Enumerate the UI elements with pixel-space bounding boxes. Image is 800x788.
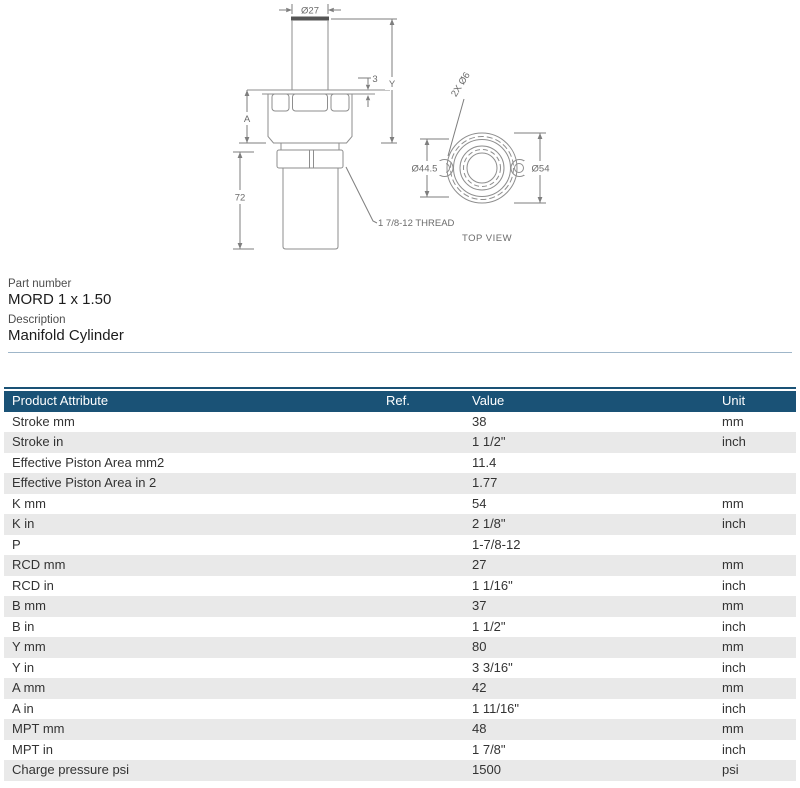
drawing-svg bbox=[0, 0, 800, 268]
dim-outer-diameter: Ø54 bbox=[531, 163, 550, 175]
table-row bbox=[4, 596, 796, 617]
section-divider bbox=[8, 352, 792, 353]
dim-rod-diameter: Ø27 bbox=[301, 5, 319, 17]
rod-cap bbox=[291, 17, 329, 21]
cell-attribute: MPT in bbox=[12, 741, 53, 757]
cell-unit: mm bbox=[714, 596, 796, 617]
part-info bbox=[0, 272, 800, 353]
table-row bbox=[4, 617, 796, 638]
cell-value: 1 1/2" bbox=[464, 432, 714, 453]
cell-unit: inch bbox=[714, 432, 796, 453]
cell-unit: mm bbox=[714, 719, 796, 740]
right-hole bbox=[515, 164, 524, 173]
attribute-table-body bbox=[4, 412, 796, 781]
cell-unit: inch bbox=[722, 741, 746, 757]
cell-unit: inch bbox=[714, 514, 796, 535]
cell-value: 1 7/8" bbox=[472, 741, 506, 757]
cell-ref bbox=[376, 658, 464, 679]
dim-length-72: 72 bbox=[234, 192, 246, 204]
cell-attribute: RCD mm bbox=[4, 555, 376, 576]
table-header-row bbox=[4, 391, 796, 412]
header-unit: Unit bbox=[714, 391, 796, 412]
part-number-value: MORD 1 x 1.50 bbox=[8, 291, 112, 308]
cell-value: 38 bbox=[472, 413, 487, 429]
table-row bbox=[4, 760, 796, 781]
cell-ref bbox=[376, 494, 464, 515]
cell-value: 48 bbox=[464, 719, 714, 740]
cell-attribute: RCD in bbox=[12, 577, 54, 593]
cell-attribute: Charge pressure psi bbox=[4, 760, 376, 781]
cell-value: 1 1/2" bbox=[472, 618, 506, 634]
cell-value: 2 1/8" bbox=[464, 514, 714, 535]
cell-attribute: Effective Piston Area in 2 bbox=[4, 473, 376, 494]
cell-value: 42 bbox=[464, 678, 714, 699]
cell-ref bbox=[376, 678, 464, 699]
cell-attribute: Stroke in bbox=[4, 432, 376, 453]
dim-plate-thickness: 3 bbox=[372, 74, 378, 85]
cell-unit: inch bbox=[722, 577, 746, 593]
cell-ref bbox=[376, 535, 464, 556]
cell-attribute: B in bbox=[12, 618, 35, 634]
cell-unit bbox=[714, 473, 796, 494]
cell-unit: mm bbox=[722, 495, 744, 511]
cell-unit: mm bbox=[714, 637, 796, 658]
cell-attribute: Effective Piston Area mm2 bbox=[12, 454, 165, 470]
cell-value: 1 11/16" bbox=[472, 700, 520, 716]
dim-y: Y bbox=[388, 79, 396, 90]
cell-ref bbox=[376, 617, 464, 638]
cell-ref bbox=[376, 760, 464, 781]
cell-unit bbox=[714, 535, 796, 556]
dim-a: A bbox=[243, 114, 251, 125]
table-row bbox=[4, 494, 796, 515]
table-row bbox=[4, 453, 796, 474]
table-row bbox=[4, 514, 796, 535]
cell-unit: mm bbox=[722, 413, 744, 429]
cell-unit: inch bbox=[722, 618, 746, 634]
description-value: Manifold Cylinder bbox=[8, 327, 124, 344]
top-view bbox=[436, 133, 528, 203]
cell-unit: inch bbox=[722, 700, 746, 716]
cell-unit: psi bbox=[714, 760, 796, 781]
cell-unit: mm bbox=[714, 678, 796, 699]
table-row bbox=[4, 658, 796, 679]
attribute-table-area bbox=[4, 387, 796, 781]
table-row bbox=[4, 719, 796, 740]
table-row bbox=[4, 699, 796, 720]
table-row bbox=[4, 535, 796, 556]
cell-value: 27 bbox=[464, 555, 714, 576]
cell-ref bbox=[376, 637, 464, 658]
cell-value: 37 bbox=[464, 596, 714, 617]
cell-value: 1500 bbox=[464, 760, 714, 781]
cell-value: 3 3/16" bbox=[472, 659, 513, 675]
table-row bbox=[4, 432, 796, 453]
table-row bbox=[4, 473, 796, 494]
cell-unit bbox=[714, 453, 796, 474]
header-value: Value bbox=[464, 391, 714, 412]
dim-inner-diameter: Ø44.5 bbox=[411, 163, 438, 175]
part-number-label: Part number bbox=[8, 278, 72, 290]
table-row bbox=[4, 576, 796, 597]
cell-value: 1 1/16" bbox=[472, 577, 513, 593]
top-view-caption: TOP VIEW bbox=[461, 233, 513, 244]
table-row bbox=[4, 555, 796, 576]
attribute-table bbox=[4, 391, 796, 781]
table-row bbox=[4, 678, 796, 699]
cell-ref bbox=[376, 596, 464, 617]
cell-ref bbox=[376, 740, 464, 761]
table-row bbox=[4, 637, 796, 658]
cell-attribute: K mm bbox=[12, 495, 46, 511]
table-row bbox=[4, 740, 796, 761]
table-row bbox=[4, 412, 796, 433]
technical-drawing bbox=[0, 0, 800, 268]
cell-attribute: MPT mm bbox=[4, 719, 376, 740]
cell-attribute: B mm bbox=[4, 596, 376, 617]
thread-label: 1 7/8-12 THREAD bbox=[378, 218, 455, 229]
cell-attribute: A in bbox=[12, 700, 34, 716]
cell-unit: inch bbox=[722, 659, 746, 675]
side-view bbox=[247, 17, 390, 250]
cell-attribute: Stroke mm bbox=[12, 413, 75, 429]
table-top-border bbox=[4, 387, 796, 389]
header-ref: Ref. bbox=[376, 391, 464, 412]
holes-label: 2X Ø6 bbox=[449, 70, 473, 100]
cell-attribute: K in bbox=[4, 514, 376, 535]
cell-ref bbox=[376, 412, 464, 433]
cell-attribute: P bbox=[12, 536, 21, 552]
cell-value: 80 bbox=[464, 637, 714, 658]
cell-value: 54 bbox=[472, 495, 487, 511]
cell-ref bbox=[376, 514, 464, 535]
header-product-attribute: Product Attribute bbox=[4, 391, 376, 412]
cell-ref bbox=[376, 473, 464, 494]
cell-ref bbox=[376, 555, 464, 576]
cell-ref bbox=[376, 432, 464, 453]
cell-attribute: Y in bbox=[12, 659, 35, 675]
cell-value: 11.4 bbox=[472, 454, 497, 470]
cell-unit: mm bbox=[714, 555, 796, 576]
side-view-dimensions bbox=[231, 4, 455, 249]
cell-attribute: A mm bbox=[4, 678, 376, 699]
description-label: Description bbox=[8, 314, 66, 326]
cell-value: 1-7/8-12 bbox=[472, 536, 521, 552]
cell-ref bbox=[376, 453, 464, 474]
cell-attribute: Y mm bbox=[4, 637, 376, 658]
cell-ref bbox=[376, 719, 464, 740]
cell-ref bbox=[376, 576, 464, 597]
cell-ref bbox=[376, 699, 464, 720]
cell-value: 1.77 bbox=[464, 473, 714, 494]
